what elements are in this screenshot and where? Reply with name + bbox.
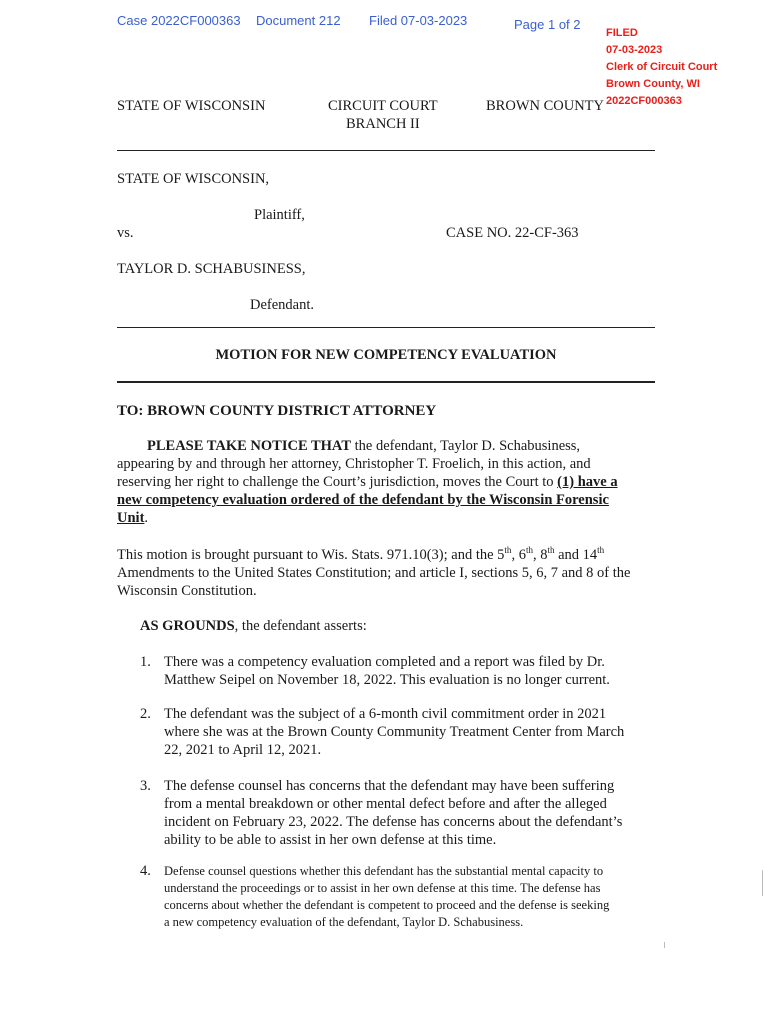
item-line: from a mental breakdown or other mental defect before and after the alleged bbox=[164, 796, 607, 812]
title-rule bbox=[117, 381, 655, 383]
authority-paragraph bbox=[117, 546, 662, 600]
notice-lead: PLEASE TAKE NOTICE THAT bbox=[147, 438, 351, 454]
item-line: understand the proceedings or to assist in her own defense at this time. The defense has bbox=[164, 881, 601, 895]
list-item bbox=[140, 653, 660, 689]
item-number: 4. bbox=[140, 863, 151, 879]
notice-line3: reserving her right to challenge the Court’s jurisdiction, moves the Court to bbox=[117, 474, 558, 490]
item-line: The defense counsel has concerns that the defendant may have been suffering bbox=[164, 778, 615, 794]
list-item bbox=[140, 777, 660, 849]
plaintiff-name: STATE OF WISCONSIN, bbox=[117, 171, 270, 187]
item-line: incident on February 23, 2022. The defense has concerns about the defendant’s bbox=[164, 814, 623, 830]
stamp-case-number: 2022CF000363 bbox=[606, 95, 682, 107]
stamp-date: 07-03-2023 bbox=[606, 44, 663, 56]
case-number-header: Case 2022CF000363 bbox=[117, 13, 241, 28]
ordinal-sup: th bbox=[597, 545, 605, 556]
item-number: 3. bbox=[140, 778, 151, 794]
defendant-name: TAYLOR D. SCHABUSINESS, bbox=[117, 261, 306, 277]
item-line: 22, 2021 to April 12, 2021. bbox=[164, 742, 322, 758]
item-line: Defense counsel questions whether this defendant has the substantial mental capacity to bbox=[164, 864, 604, 878]
caption-top-rule bbox=[117, 150, 655, 151]
caption-bottom-rule bbox=[117, 327, 655, 328]
item-line: ability to be able to assist in her own defense at this time. bbox=[164, 832, 497, 848]
notice-line2: appearing by and through her attorney, Christopher T. Froelich, in this action, and bbox=[117, 456, 591, 472]
caption-county: BROWN COUNTY bbox=[486, 98, 605, 114]
stamp-filed-label: FILED bbox=[606, 27, 638, 39]
scan-mark bbox=[664, 942, 665, 948]
grounds-intro bbox=[140, 617, 367, 635]
filed-stamp bbox=[606, 25, 717, 110]
authority-text-b: , 6 bbox=[511, 547, 526, 563]
filed-date-header: Filed 07-03-2023 bbox=[369, 13, 468, 28]
list-item bbox=[140, 705, 660, 759]
item-line: Matthew Seipel on November 18, 2022. This evaluation is no longer current. bbox=[164, 672, 610, 688]
item-line: There was a competency evaluation completed and a report was filed by Dr. bbox=[164, 654, 605, 670]
list-item bbox=[140, 863, 660, 931]
caption-state: STATE OF WISCONSIN bbox=[117, 98, 266, 114]
defendant-role: Defendant. bbox=[250, 297, 315, 313]
ordinal-sup: th bbox=[525, 545, 533, 556]
page-indicator: Page 1 of 2 bbox=[514, 17, 581, 32]
authority-line2: Amendments to the United States Constitution; and article I, sections 5, 6, 7 and 8 of the bbox=[117, 565, 631, 581]
notice-period: . bbox=[144, 510, 149, 526]
ordinal-sup: th bbox=[547, 545, 555, 556]
stamp-clerk: Clerk of Circuit Court bbox=[606, 61, 718, 73]
authority-line3: Wisconsin Constitution. bbox=[117, 583, 257, 599]
notice-relief-1: (1) have a bbox=[557, 474, 618, 490]
grounds-rest: , the defendant asserts: bbox=[234, 618, 367, 634]
motion-title: MOTION FOR NEW COMPETENCY EVALUATION bbox=[215, 347, 557, 363]
notice-line1: the defendant, Taylor D. Schabusiness, bbox=[351, 438, 581, 454]
ordinal-sup: th bbox=[504, 545, 512, 556]
case-number: CASE NO. 22-CF-363 bbox=[446, 225, 579, 241]
authority-text-c: , 8 bbox=[532, 547, 548, 563]
authority-text-d: and 14 bbox=[554, 547, 598, 563]
caption-court: CIRCUIT COURT bbox=[328, 98, 438, 114]
notice-relief-3: Unit bbox=[117, 510, 145, 526]
scan-mark bbox=[762, 870, 763, 896]
document-number-header: Document 212 bbox=[256, 13, 341, 28]
versus-label: vs. bbox=[117, 225, 134, 241]
notice-paragraph bbox=[117, 437, 657, 527]
plaintiff-role: Plaintiff, bbox=[254, 207, 305, 223]
addressee-line: TO: BROWN COUNTY DISTRICT ATTORNEY bbox=[117, 403, 437, 419]
stamp-county: Brown County, WI bbox=[606, 78, 700, 90]
grounds-lead: AS GROUNDS bbox=[140, 618, 235, 634]
item-number: 2. bbox=[140, 706, 151, 722]
item-line: The defendant was the subject of a 6-month civil commitment order in 2021 bbox=[164, 706, 607, 722]
notice-relief-2: new competency evaluation ordered of the defendant by the Wisconsin Forensic bbox=[117, 492, 609, 508]
item-line: concerns about whether the defendant is competent to proceed and the defense is seeking bbox=[164, 898, 610, 912]
item-line: a new competency evaluation of the defendant, Taylor D. Schabusiness. bbox=[164, 915, 524, 929]
caption-branch: BRANCH II bbox=[346, 116, 420, 132]
item-line: where she was at the Brown County Community Treatment Center from March bbox=[164, 724, 625, 740]
item-number: 1. bbox=[140, 654, 151, 670]
authority-text-a: This motion is brought pursuant to Wis. Stats. 971.10(3); and the 5 bbox=[117, 547, 505, 563]
